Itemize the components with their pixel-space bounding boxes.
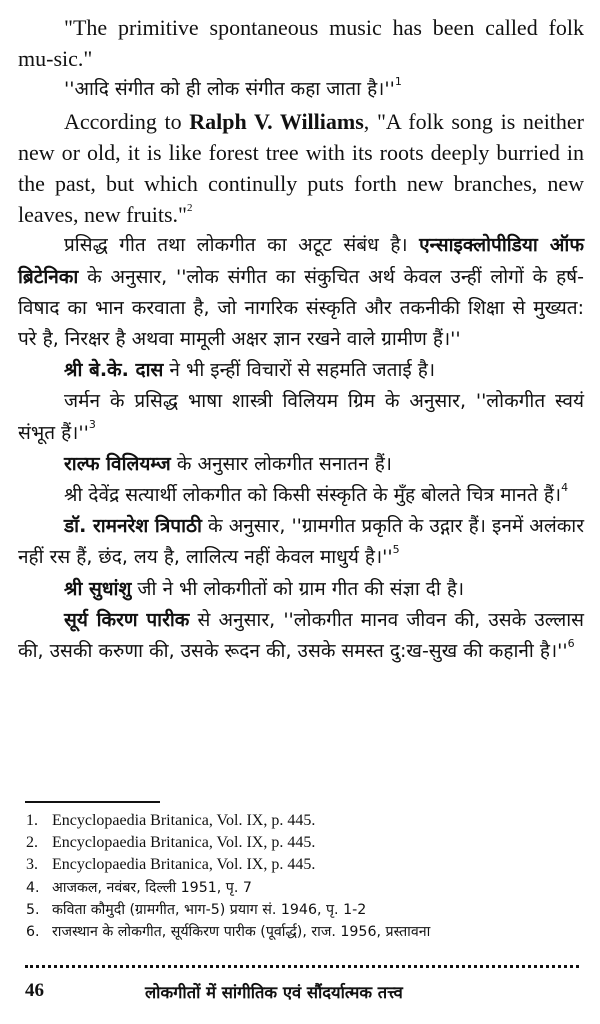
p8-text: श्री देवेंद्र सत्यार्थी लोकगीत को किसी संस्कृति के मुँह बोलते चित्र मानते हैं। [64,484,562,507]
footer-dotted-divider [25,965,579,968]
page-number: 46 [25,980,44,1001]
footnote-number: 4. [26,879,40,896]
page-body [18,12,584,667]
footnote-text: Encyclopaedia Britanica, Vol. IX, p. 445. [52,834,316,852]
source-name: एन्साइक्लोपीडिया ऑफ ब्रिटेनिका [18,234,584,288]
author-name: डॉ. रामनरेश त्रिपाठी [64,515,202,538]
footnote-ref-2: 2 [187,201,193,214]
p11-rest: से अनुसार, ''लोकगीत मानव जीवन की, उसके उल्लास की, उसकी करुणा की, उसके रूदन की, उसके समस्त दु:ख-सुख की कहानी है।'' [18,608,584,663]
quote-hindi: ''आदि संगीत को ही लोक संगीत कहा जाता है।'' [64,78,395,101]
paragraph-2 [18,74,584,105]
paragraph-3 [18,106,584,231]
paragraph-9 [18,511,584,573]
footnote-text: Encyclopaedia Britanica, Vol. IX, p. 445. [52,856,316,874]
quote-english: "The primitive spontaneous music has been called folk mu-sic." [18,15,584,72]
page-footer [25,976,579,1006]
author-name: श्री बे.के. दास [64,359,164,382]
footnote-text: Encyclopaedia Britanica, Vol. IX, p. 445. [52,812,316,829]
footnote-item [26,899,586,921]
footnote-ref-4: 4 [561,480,569,494]
p7-rest: के अनुसार लोकगीत सनातन हैं। [170,452,393,475]
paragraph-6 [18,386,584,448]
author-name: श्री सुधांशु [64,577,132,600]
footnote-ref-1: 1 [394,75,402,89]
p4-rest: के अनुसार, ''लोक संगीत का संकुचित अर्थ केवल उन्हीं लोगों के हर्ष-विषाद का भान करवाता है, जो नागरिक संस्कृति और तकनीकी शिक्षा से मुख्यत: परे है, निरक्षर है अथवा मामूली अक्षर ज्ञान रखने वाले ग्रामीण हैं।'' [18,265,584,351]
p4-lead: प्रसिद्ध गीत तथा लोकगीत का अटूट संबंध है। [64,234,420,257]
paragraph-11 [18,605,584,667]
footnote-item [26,877,586,899]
p10-rest: जी ने भी लोकगीतों को ग्राम गीत की संज्ञा दी है। [131,577,465,600]
paragraph-10 [18,574,584,605]
p3-lead: According to [64,108,190,134]
p5-rest: ने भी इन्हीं विचारों से सहमति जताई है। [163,359,436,382]
footnote-ref-3: 3 [88,418,96,432]
author-name: Ralph V. Williams [189,108,364,134]
footnote-number: 1. [26,812,38,829]
footnote-text: आजकल, नवंबर, दिल्ली 1951, पृ. 7 [52,879,252,896]
footnote-divider [25,801,160,803]
footnote-text: कविता कौमुदी (ग्रामगीत, भाग-5) प्रयाग सं. 1946, पृ. 1-2 [52,901,367,918]
paragraph-8 [18,480,584,511]
p9-rest: के अनुसार, ''ग्रामगीत प्रकृति के उद्गार हैं। इनमें अलंकार नहीं रस हैं, छंद, लय है, लालित्य नहीं केवल माधुर्य है।'' [18,515,584,569]
footnote-item [26,854,586,876]
paragraph-1 [18,12,584,74]
paragraph-5 [18,355,584,386]
footnote-number: 2. [26,834,38,852]
p6-text: जर्मन के प्रसिद्ध भाषा शास्त्री विलियम ग्रिम के अनुसार, ''लोकगीत स्वयं संभूत हैं।'' [18,390,584,444]
p3-quote: , "A folk song is neither new or old, it is like forest tree with its roots deeply burried in the past, but which continully puts forth new branches, new leaves, new fruits." [18,108,585,228]
paragraph-4 [18,230,584,355]
footnote-number: 3. [26,856,38,874]
footnote-item [26,810,586,832]
paragraph-7 [18,449,584,480]
footnote-ref-5: 5 [392,543,400,557]
footnote-number: 5. [26,901,40,918]
footnote-text: राजस्थान के लोकगीत, सूर्यकिरण पारीक (पूर्वार्द्ध), राज. 1956, प्रस्तावना [52,924,431,941]
author-name: राल्फ विलियम्ज [64,452,171,475]
footnote-ref-6: 6 [567,636,575,650]
running-title: लोकगीतों में सांगीतिक एवं सौंदर्यात्मक तत्त्व [145,983,403,1002]
author-name: सूर्य किरण पारीक [64,608,190,631]
footnotes-list [26,810,586,943]
footnote-number: 6. [26,924,40,941]
footnote-item [26,921,586,943]
footnote-item [26,832,586,854]
